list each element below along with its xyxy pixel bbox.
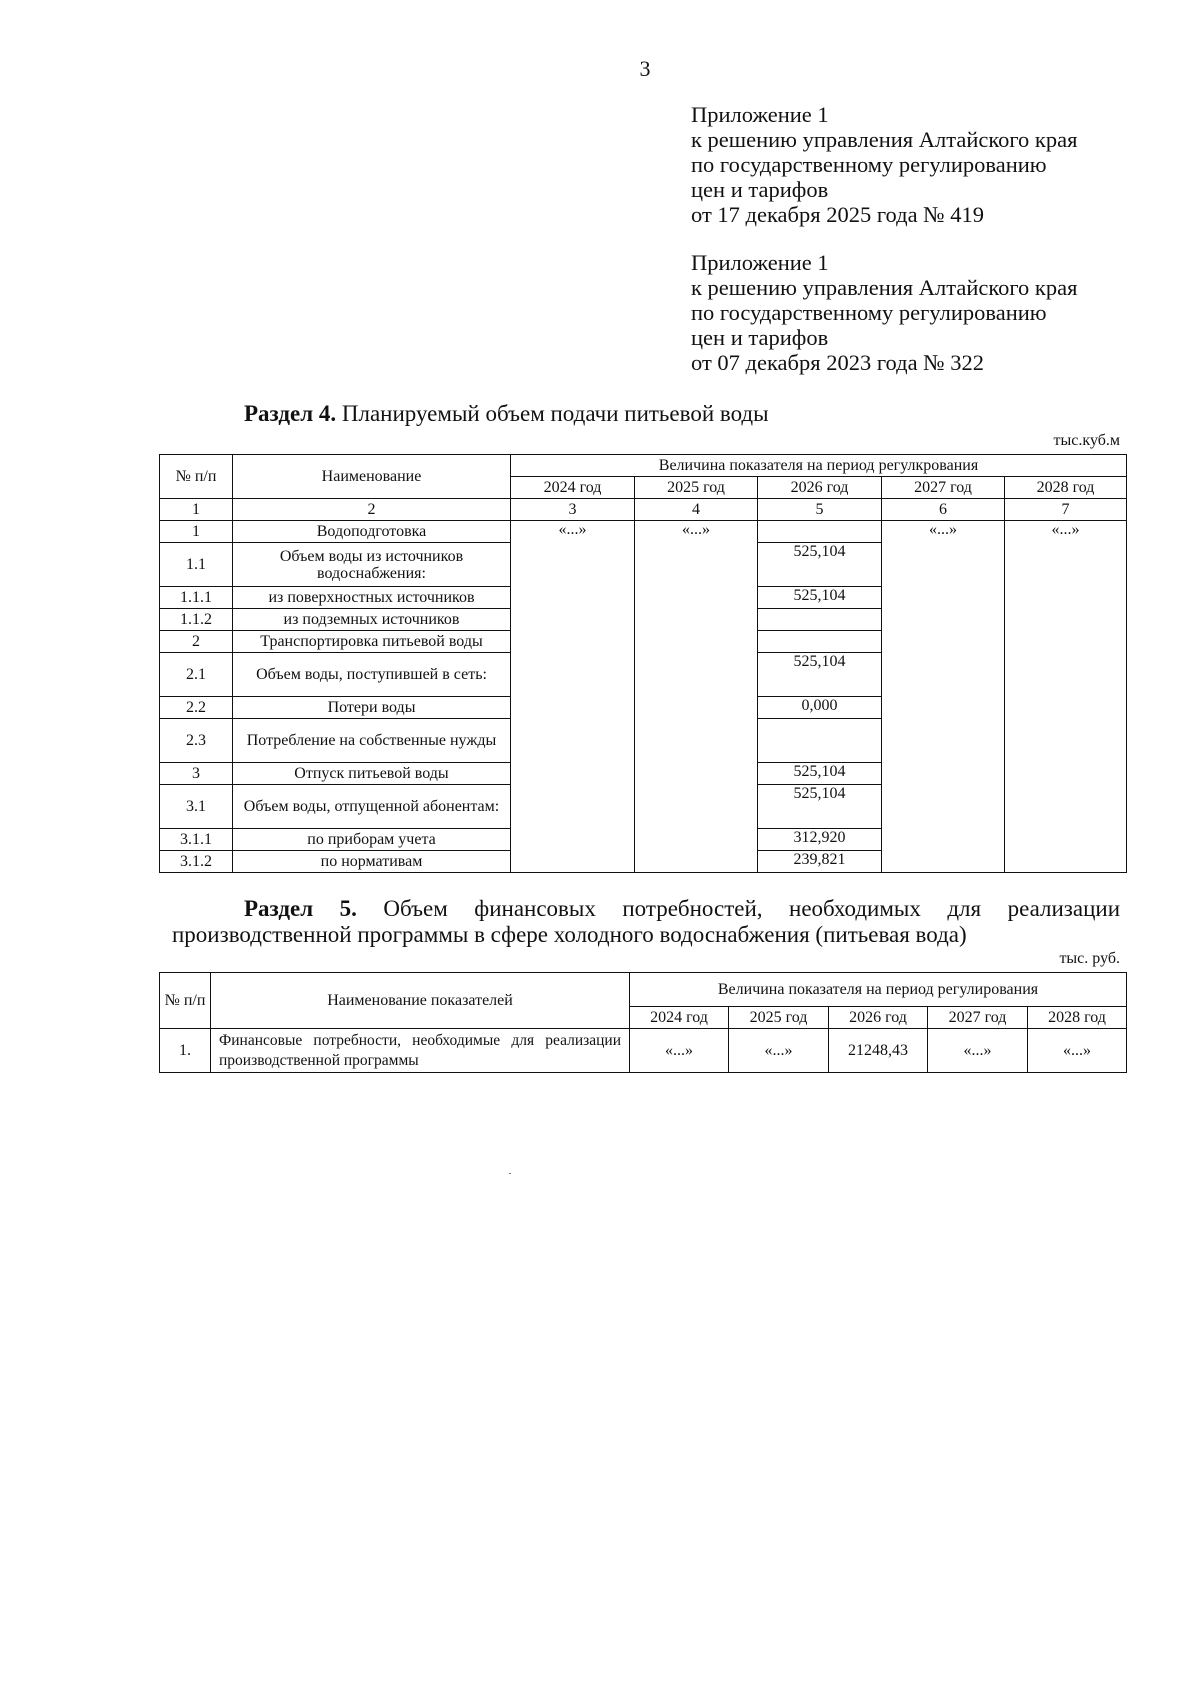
section4-label: Раздел 4.	[244, 401, 337, 426]
header-year: 2028 год	[1028, 1007, 1127, 1029]
row-num: 3.1.1	[160, 829, 233, 851]
section4-table	[159, 454, 1127, 873]
value-2026: 525,104	[758, 653, 882, 697]
column-number: 2	[233, 499, 511, 521]
value-2026	[758, 631, 882, 653]
row-name: Транспортировка питьевой воды	[233, 631, 511, 653]
value-2025-placeholder: «...»	[635, 521, 758, 873]
row-name: Финансовые потребности, необходимые для реализации производственной программы	[211, 1029, 630, 1073]
section5-unit: тыс. руб.	[1059, 950, 1120, 967]
appendix-line: цен и тарифов	[691, 177, 829, 202]
appendix-line: цен и тарифов	[691, 325, 829, 350]
column-number: 5	[758, 499, 882, 521]
row-num: 2.1	[160, 653, 233, 697]
appendix-line: к решению управления Алтайского края	[691, 275, 1078, 300]
value-2026: 21248,43	[829, 1029, 928, 1073]
row-name: из подземных источников	[233, 609, 511, 631]
header-name: Наименование показателей	[211, 973, 630, 1029]
row-num: 2.2	[160, 697, 233, 719]
row-name: Отпуск питьевой воды	[233, 763, 511, 785]
value-2026	[758, 719, 882, 763]
appendix-line: Приложение 1	[691, 250, 829, 275]
row-name: Объем воды, отпущенной абонентам:	[233, 785, 511, 829]
appendix-line: к решению управления Алтайского края	[691, 127, 1078, 152]
row-num: 1.1.1	[160, 587, 233, 609]
section4-title-text: Планируемый объем подачи питьевой воды	[341, 401, 769, 426]
header-year: 2027 год	[928, 1007, 1028, 1029]
header-year: 2025 год	[729, 1007, 829, 1029]
header-year: 2025 год	[635, 477, 758, 499]
row-name: из поверхностных источников	[233, 587, 511, 609]
table-row	[160, 1029, 1127, 1073]
header-year: 2024 год	[630, 1007, 729, 1029]
row-num: 1.1	[160, 543, 233, 587]
page-number: 3	[639, 56, 651, 81]
row-name: по нормативам	[233, 851, 511, 873]
value-2026	[758, 609, 882, 631]
header-num: № п/п	[160, 973, 211, 1029]
header-year: 2024 год	[511, 477, 635, 499]
table-row	[160, 521, 1127, 543]
column-number: 3	[511, 499, 635, 521]
value-2027-placeholder: «...»	[882, 521, 1005, 873]
header-num: № п/п	[160, 455, 233, 499]
row-num: 3.1.2	[160, 851, 233, 873]
value-2026: 0,000	[758, 697, 882, 719]
value-2024-placeholder: «...»	[511, 521, 635, 873]
row-num: 1.	[160, 1029, 211, 1073]
section5-title	[172, 896, 1120, 948]
column-number: 1	[160, 499, 233, 521]
header-year: 2026 год	[758, 477, 882, 499]
row-num: 3.1	[160, 785, 233, 829]
appendix-previous-block	[691, 250, 1131, 375]
scan-speck	[509, 1173, 511, 1174]
value-2026: 312,920	[758, 829, 882, 851]
section5-title-line1	[172, 896, 1120, 922]
section5-label: Раздел 5.	[244, 896, 357, 921]
row-num: 3	[160, 763, 233, 785]
header-year: 2026 год	[829, 1007, 928, 1029]
value-2026: 525,104	[758, 785, 882, 829]
value-2027: «...»	[928, 1029, 1028, 1073]
section4-title	[244, 401, 769, 427]
appendix-line: Приложение 1	[691, 102, 829, 127]
column-number: 4	[635, 499, 758, 521]
value-2024: «...»	[630, 1029, 729, 1073]
row-num: 2.3	[160, 719, 233, 763]
row-name: Потери воды	[233, 697, 511, 719]
header-year: 2027 год	[882, 477, 1005, 499]
section5-table	[159, 972, 1127, 1073]
row-name: Объем воды, поступившей в сеть:	[233, 653, 511, 697]
section5-title-text-1: Объем финансовых потребностей, необходимых для реализации	[383, 896, 1121, 921]
value-2026: 525,104	[758, 543, 882, 587]
value-2025: «...»	[729, 1029, 829, 1073]
row-name: Объем воды из источников водоснабжения:	[233, 543, 511, 587]
row-name: Водоподготовка	[233, 521, 511, 543]
header-year: 2028 год	[1005, 477, 1127, 499]
value-2028-placeholder: «...»	[1005, 521, 1127, 873]
column-number: 6	[882, 499, 1005, 521]
section5-title-line2: производственной программы в сфере холодного водоснабжения (питьевая вода)	[172, 922, 967, 947]
value-2026: 525,104	[758, 587, 882, 609]
row-num: 2	[160, 631, 233, 653]
header-name: Наименование	[233, 455, 511, 499]
appendix-line: от 07 декабря 2023 года № 322	[691, 350, 985, 375]
row-name: по приборам учета	[233, 829, 511, 851]
appendix-line: по государственному регулированию	[691, 300, 1047, 325]
header-period: Величина показателя на период регулирования	[630, 973, 1127, 1007]
value-2026	[758, 521, 882, 543]
row-num: 1	[160, 521, 233, 543]
value-2026: 239,821	[758, 851, 882, 873]
value-2026: 525,104	[758, 763, 882, 785]
section4-unit: тыс.куб.м	[1053, 432, 1120, 449]
value-2028: «...»	[1028, 1029, 1127, 1073]
row-num: 1.1.2	[160, 609, 233, 631]
header-period: Величина показателя на период регулкрования	[511, 455, 1127, 477]
appendix-current-block	[691, 102, 1131, 227]
appendix-line: от 17 декабря 2025 года № 419	[691, 202, 985, 227]
row-name: Потребление на собственные нужды	[233, 719, 511, 763]
column-number: 7	[1005, 499, 1127, 521]
appendix-line: по государственному регулированию	[691, 152, 1047, 177]
